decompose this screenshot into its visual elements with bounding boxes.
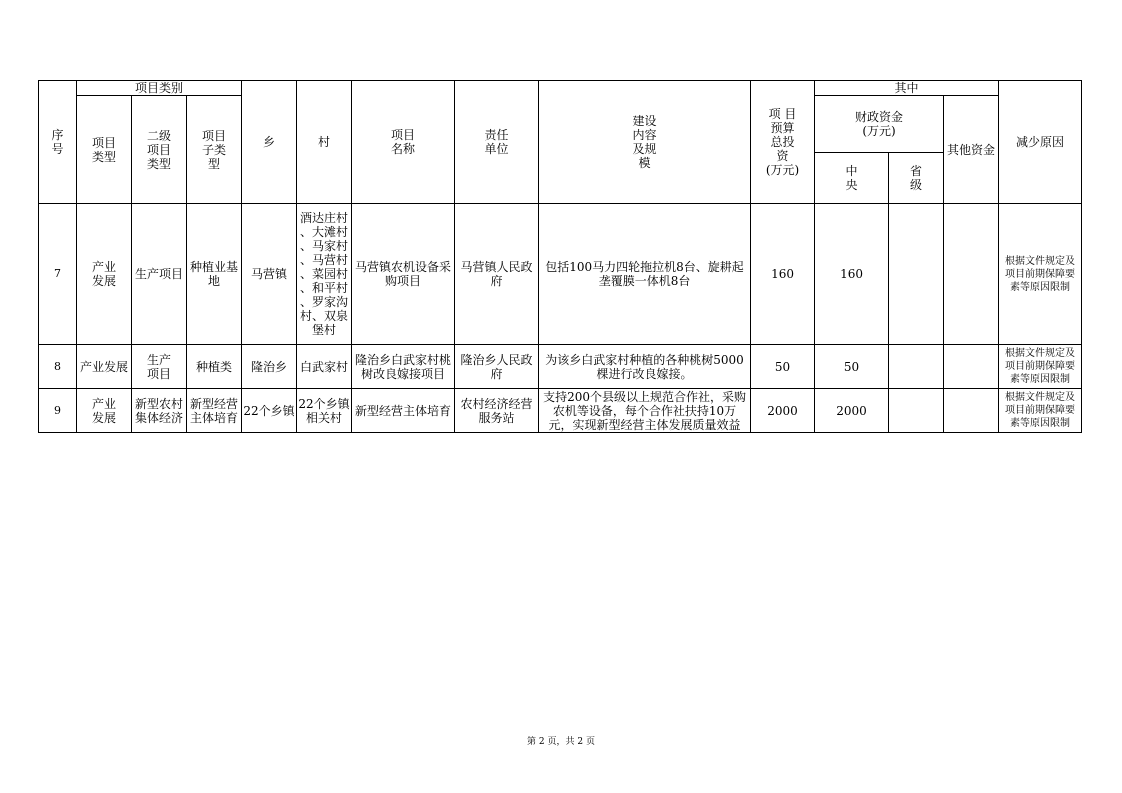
cell-sub-type-2: 生产 项目: [132, 345, 187, 389]
cell-reduce-reason: 根据文件规定及 项目前期保障要 素等原因限制: [999, 389, 1082, 433]
cell-project-type: 产业发展: [77, 345, 132, 389]
cell-responsible-unit: 农村经济经营 服务站: [455, 389, 539, 433]
table-row: [39, 345, 1082, 389]
header-content-scale: 建设 内容 及规 模: [539, 81, 751, 204]
cell-sub-type-2: 生产项目: [132, 204, 187, 345]
cell-provincial: [889, 204, 944, 345]
cell-project-name: 新型经营主体培育: [352, 389, 455, 433]
table-row: [39, 204, 1082, 345]
project-table-sheet: [38, 80, 1081, 433]
cell-sub-type: 新型经营 主体培育: [187, 389, 242, 433]
cell-content-scale: 为该乡白武家村种植的各种桃树5000 棵进行改良嫁接。: [539, 345, 751, 389]
cell-responsible-unit: 马营镇人民政 府: [455, 204, 539, 345]
header-provincial: 省 级: [889, 153, 944, 204]
header-village: 村: [297, 81, 352, 204]
cell-reduce-reason: 根据文件规定及 项目前期保障要 素等原因限制: [999, 204, 1082, 345]
header-other-funds: 其他资金: [944, 96, 999, 204]
table-row: [39, 389, 1082, 433]
cell-other-funds: [944, 204, 999, 345]
header-seq: 序 号: [39, 81, 77, 204]
header-responsible-unit: 责任 单位: [455, 81, 539, 204]
cell-central: 2000: [815, 389, 889, 433]
cell-central: 50: [815, 345, 889, 389]
cell-other-funds: [944, 345, 999, 389]
cell-responsible-unit: 隆治乡人民政 府: [455, 345, 539, 389]
header-project-name: 项目 名称: [352, 81, 455, 204]
header-row-1: [39, 81, 1082, 96]
cell-seq: 8: [39, 345, 77, 389]
project-table: [38, 80, 1082, 433]
header-project-type: 项目 类型: [77, 96, 132, 204]
header-of-which: 其中: [815, 81, 999, 96]
header-sub-type: 项目 子类 型: [187, 96, 242, 204]
cell-provincial: [889, 345, 944, 389]
cell-other-funds: [944, 389, 999, 433]
header-township: 乡: [242, 81, 297, 204]
cell-township: 22个乡镇: [242, 389, 297, 433]
cell-project-type: 产业 发展: [77, 204, 132, 345]
cell-project-name: 隆治乡白武家村桃 树改良嫁接项目: [352, 345, 455, 389]
cell-budget-total: 50: [751, 345, 815, 389]
cell-budget-total: 2000: [751, 389, 815, 433]
header-central: 中 央: [815, 153, 889, 204]
cell-village: 22个乡镇 相关村: [297, 389, 352, 433]
cell-township: 隆治乡: [242, 345, 297, 389]
cell-budget-total: 160: [751, 204, 815, 345]
page-number: 第 2 页，共 2 页: [527, 737, 595, 747]
header-budget-total: 项 目 预算 总投 资 (万元): [751, 81, 815, 204]
cell-seq: 7: [39, 204, 77, 345]
cell-seq: 9: [39, 389, 77, 433]
cell-sub-type: 种植类: [187, 345, 242, 389]
cell-township: 马营镇: [242, 204, 297, 345]
cell-village: 酒达庄村 、大滩村 、马家村 、马营村 、菜园村 、和平村 、罗家沟 村、双泉 堡村: [297, 204, 352, 345]
cell-sub-type-2: 新型农村 集体经济: [132, 389, 187, 433]
header-sub-type-2: 二级 项目 类型: [132, 96, 187, 204]
cell-provincial: [889, 389, 944, 433]
header-fiscal-funds: 财政资金 (万元): [815, 96, 944, 153]
header-reduce-reason: 减少原因: [999, 81, 1082, 204]
cell-reduce-reason: 根据文件规定及 项目前期保障要 素等原因限制: [999, 345, 1082, 389]
cell-project-type: 产业 发展: [77, 389, 132, 433]
cell-content-scale: 包括100马力四轮拖拉机8台、旋耕起 垄覆膜一体机8台: [539, 204, 751, 345]
cell-central: 160: [815, 204, 889, 345]
cell-village: 白武家村: [297, 345, 352, 389]
header-category-group: 项目类别: [77, 81, 242, 96]
cell-project-name: 马营镇农机设备采 购项目: [352, 204, 455, 345]
cell-content-scale: 支持200个县级以上规范合作社，采购 农机等设备，每个合作社扶持10万 元，实现新型经营主体发展质量效益: [539, 389, 751, 433]
cell-sub-type: 种植业基 地: [187, 204, 242, 345]
